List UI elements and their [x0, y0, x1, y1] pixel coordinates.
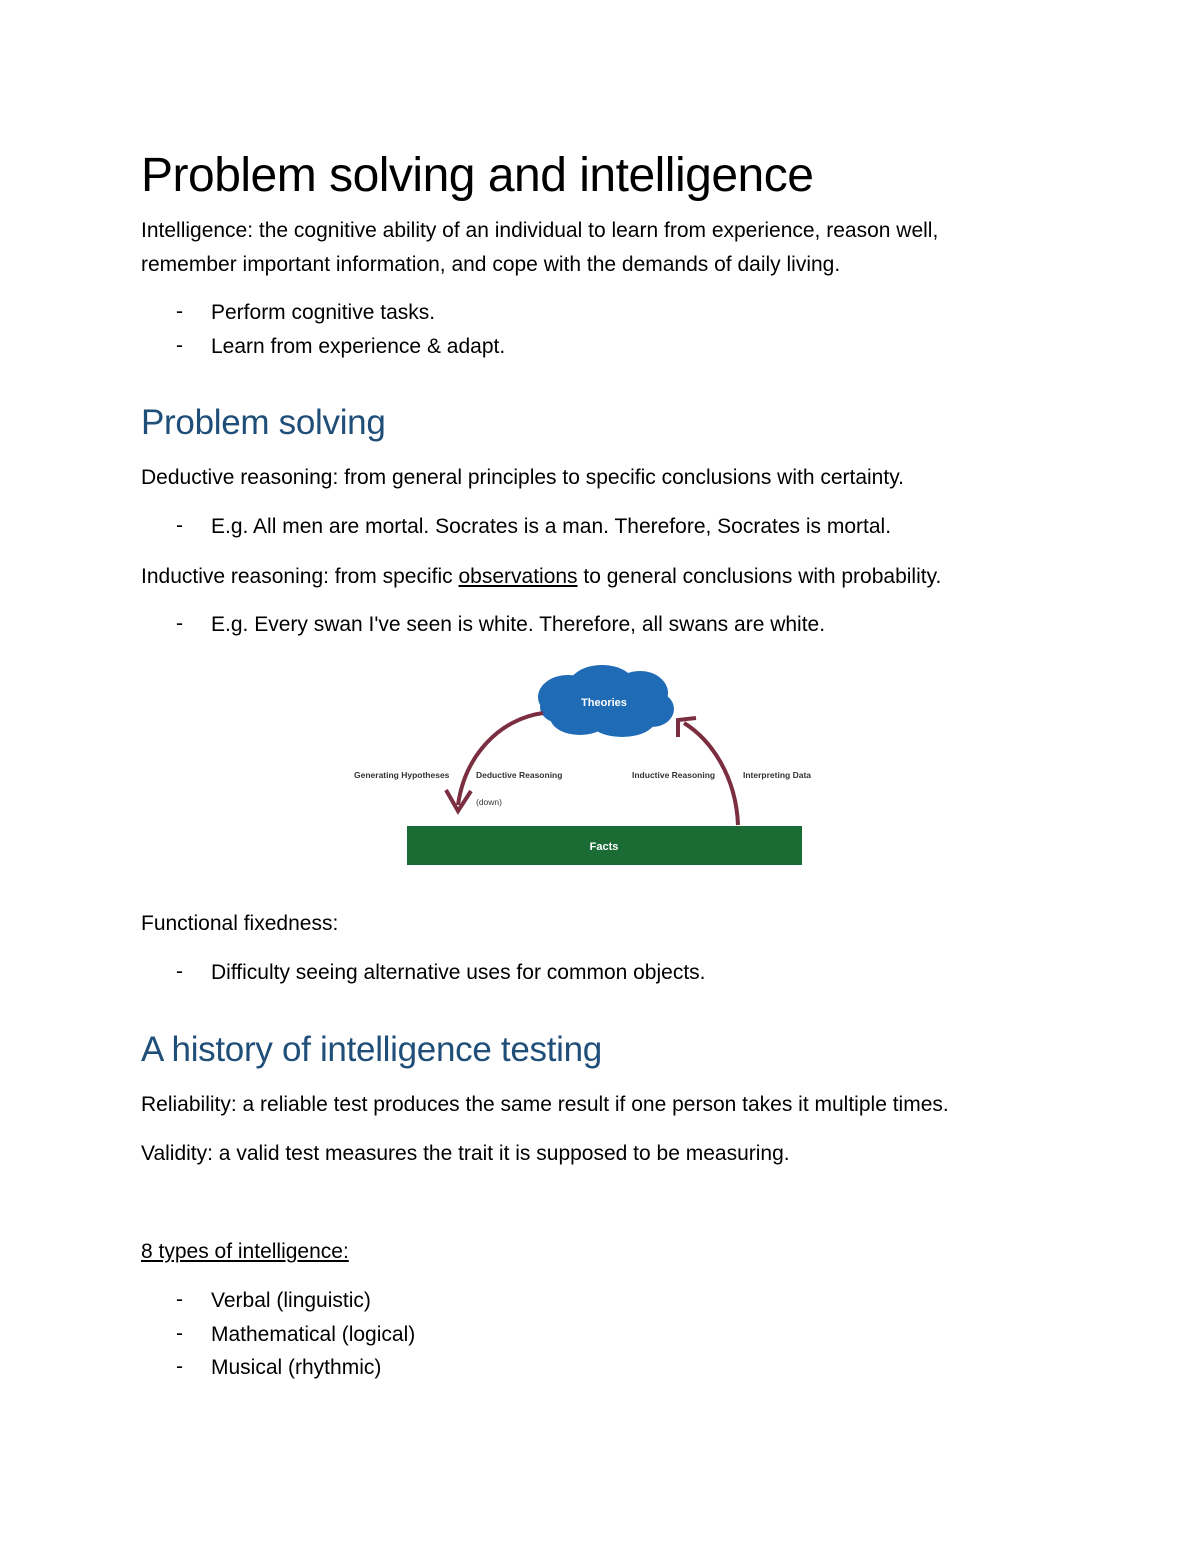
reasoning-cycle-diagram — [340, 655, 840, 875]
bullet-marker: - — [176, 1355, 183, 1378]
deductive-example: E.g. All men are mortal. Socrates is a man. Therefore, Socrates is mortal. — [211, 515, 892, 538]
page-title: Problem solving and intelligence — [141, 149, 814, 202]
validity-definition: Validity: a valid test measures the trait it is supposed to be measuring. — [141, 1142, 790, 1165]
theories-label: Theories — [581, 697, 627, 709]
intelligence-definition-line-1: Intelligence: the cognitive ability of an individual to learn from experience, reason well, — [141, 219, 939, 242]
inductive-text-underlined: observations — [458, 565, 578, 588]
bullet-marker: - — [176, 334, 183, 357]
generating-hypotheses-label: Generating Hypotheses — [354, 770, 450, 780]
problem-solving-heading: Problem solving — [141, 403, 386, 442]
types-heading: 8 types of intelligence: — [141, 1240, 349, 1263]
intro-bullet-perform: Perform cognitive tasks. — [211, 301, 436, 324]
inductive-reasoning-definition — [141, 560, 941, 594]
bullet-marker: - — [176, 1322, 183, 1345]
inductive-reasoning-label: Inductive Reasoning — [632, 770, 716, 780]
deductive-reasoning-label: Deductive Reasoning — [476, 770, 563, 780]
type-item-mathematical: Mathematical (logical) — [211, 1323, 416, 1346]
interpreting-data-label: Interpreting Data — [743, 770, 812, 780]
intelligence-definition-line-2: remember important information, and cope with the demands of daily living. — [141, 253, 841, 276]
inductive-example: E.g. Every swan I've seen is white. Therefore, all swans are white. — [211, 613, 826, 636]
bullet-marker: - — [176, 960, 183, 983]
bullet-marker: - — [176, 612, 183, 635]
bullet-marker: - — [176, 1288, 183, 1311]
bullet-marker: - — [176, 300, 183, 323]
intro-bullet-learn: Learn from experience & adapt. — [211, 335, 506, 358]
reliability-definition: Reliability: a reliable test produces the same result if one person takes it multiple times. — [141, 1093, 949, 1116]
type-item-verbal: Verbal (linguistic) — [211, 1289, 371, 1312]
facts-label: Facts — [589, 841, 619, 853]
functional-fixedness-label: Functional fixedness: — [141, 912, 339, 935]
inductive-text-start: Inductive reasoning: from specific — [141, 565, 459, 588]
deductive-reasoning-definition: Deductive reasoning: from general principles to specific conclusions with certainty. — [141, 466, 904, 489]
functional-fixedness-bullet: Difficulty seeing alternative uses for common objects. — [211, 961, 706, 984]
type-item-musical: Musical (rhythmic) — [211, 1356, 382, 1379]
bullet-marker: - — [176, 514, 183, 537]
down-label: (down) — [476, 797, 502, 807]
history-heading: A history of intelligence testing — [141, 1030, 602, 1069]
inductive-text-end: to general conclusions with probability. — [577, 565, 942, 588]
